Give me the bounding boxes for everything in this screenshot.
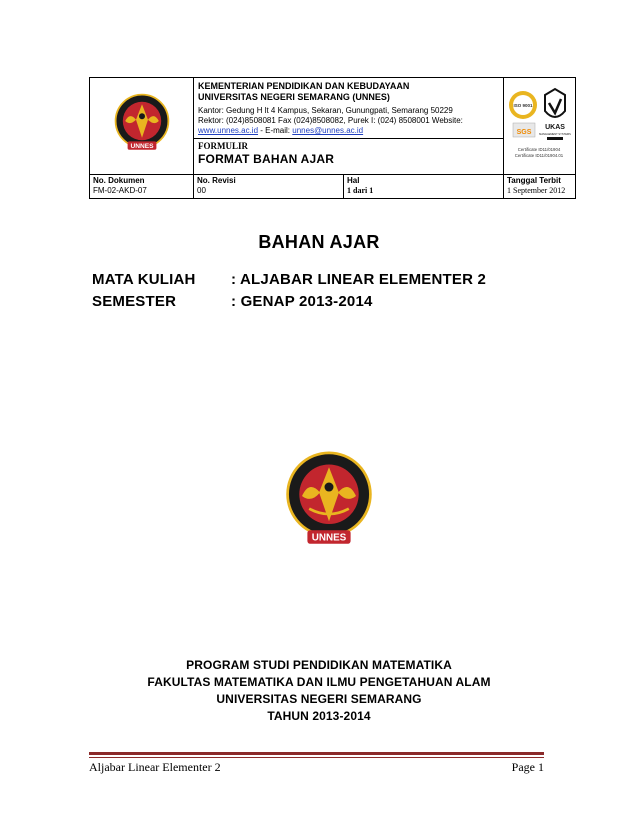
university-name: UNIVERSITAS NEGERI SEMARANG (UNNES) [198, 92, 390, 102]
meta-revision [194, 175, 344, 199]
university-web-line [198, 126, 499, 136]
meta-label: No. Dokumen [93, 176, 145, 185]
document-title: BAHAN AJAR [258, 232, 380, 252]
meta-value: 1 dari 1 [347, 186, 374, 195]
email-prefix: - E-mail: [258, 126, 293, 135]
unnes-main-logo-icon [284, 449, 374, 553]
unnes-logo-icon [112, 91, 172, 157]
meta-label: No. Revisi [197, 176, 236, 185]
footer-course-name: Aljabar Linear Elementer 2 [89, 760, 221, 774]
email-link[interactable]: unnes@unnes.ac.id [292, 126, 364, 135]
academic-year: TAHUN 2013-2014 [267, 709, 371, 723]
certification-badges-icon [507, 83, 571, 165]
meta-label: Hal [347, 176, 360, 185]
main-logo-text: UNNES [311, 532, 347, 544]
course-label: MATA KULIAH [92, 271, 196, 288]
form-label: FORMULIR [198, 141, 248, 151]
university-title: UNIVERSITAS NEGERI SEMARANG [216, 692, 422, 706]
ukas-sub-text: MANAGEMENT SYSTEMS [539, 132, 571, 136]
meta-value: 1 September 2012 [507, 186, 566, 195]
university-address: Kantor: Gedung H lt 4 Kampus, Sekaran, Gunungpati, Semarang 50229 [198, 106, 453, 115]
meta-issue-date [504, 175, 576, 199]
certification-cell [504, 78, 576, 175]
meta-document-number [90, 175, 194, 199]
document-header-table [89, 77, 576, 199]
form-title: FORMAT BAHAN AJAR [198, 152, 335, 166]
institution-block [0, 657, 638, 725]
meta-page [344, 175, 504, 199]
cert-id-2: Certificate ID11/01904.01 [514, 152, 564, 158]
semester-value: : GENAP 2013-2014 [231, 293, 373, 310]
sgs-text: SGS [516, 128, 532, 136]
ukas-text: UKAS [545, 123, 565, 131]
study-program: PROGRAM STUDI PENDIDIKAN MATEMATIKA [186, 658, 452, 672]
form-title-cell [194, 139, 504, 175]
course-value: : ALJABAR LINEAR ELEMENTER 2 [231, 271, 487, 288]
header-logo-cell [90, 78, 194, 175]
meta-label: Tanggal Terbit [507, 176, 561, 185]
ministry-name: KEMENTERIAN PENDIDIKAN DAN KEBUDAYAAN [198, 81, 410, 91]
faculty-name: FAKULTAS MATEMATIKA DAN ILMU PENGETAHUAN ALAM [147, 675, 491, 689]
page-number: Page 1 [511, 760, 544, 774]
semester-label: SEMESTER [92, 293, 177, 310]
cert-id-1: Certificate ID11/01904 [517, 146, 561, 152]
iso-badge-text: ISO 9001 [513, 102, 533, 108]
website-link[interactable]: www.unnes.ac.id [198, 126, 259, 135]
header-logo-text: UNNES [129, 142, 154, 150]
university-info-cell [194, 78, 504, 139]
meta-value: 00 [197, 186, 206, 195]
footer-divider [89, 752, 544, 758]
meta-value: FM-02-AKD-07 [93, 186, 147, 195]
university-contact: Rektor: (024)8508081 Fax (024)8508082, Purek I: (024) 8508001 Website: [198, 116, 463, 125]
